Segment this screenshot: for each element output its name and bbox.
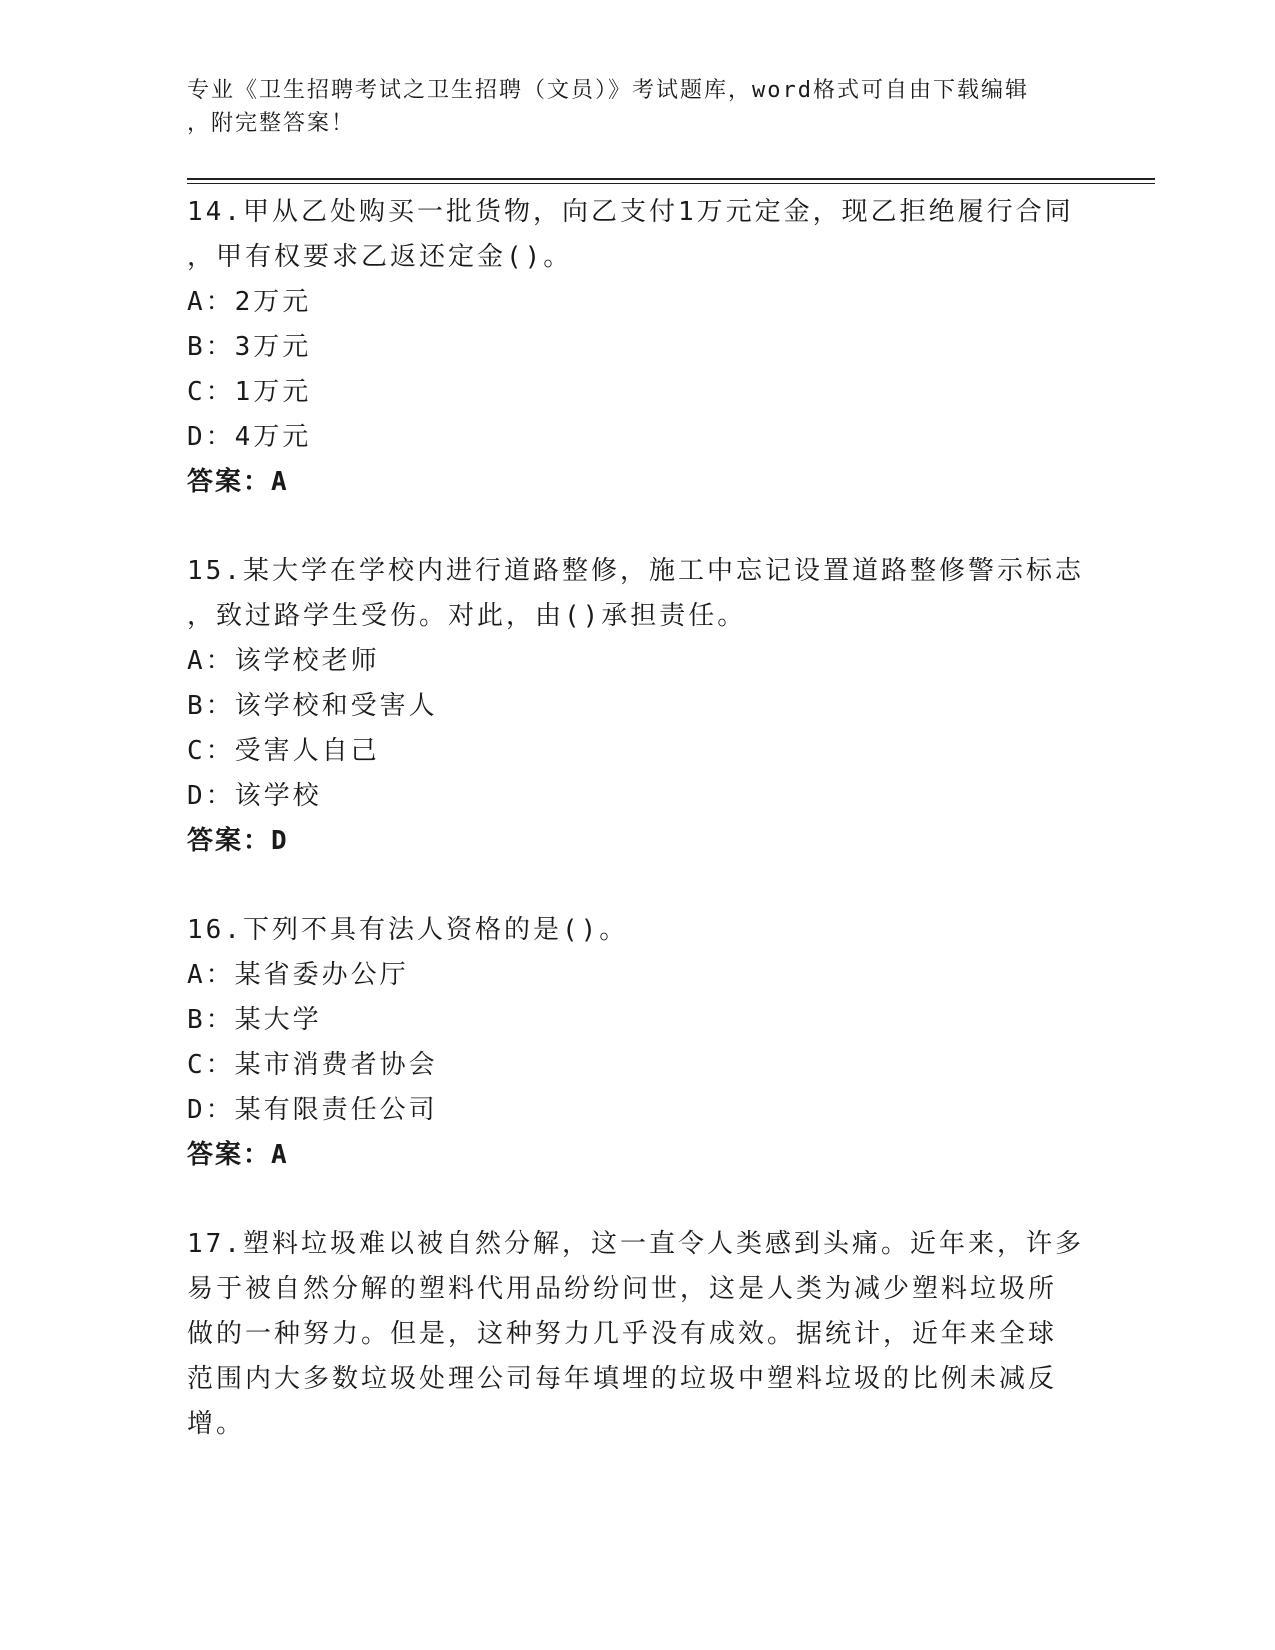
option-d: D：该学校: [187, 781, 322, 811]
document-header: [187, 74, 1067, 140]
question-17: [187, 1222, 1087, 1447]
header-rule-thick: [187, 178, 1155, 180]
question-text-line: 14.甲从乙处购买一批货物，向乙支付1万元定金，现乙拒绝履行合同: [187, 197, 1074, 227]
question-text-line: 16.下列不具有法人资格的是()。: [187, 915, 629, 945]
question-text-line: 做的一种努力。但是，这种努力几乎没有成效。据统计，近年来全球: [187, 1319, 1058, 1349]
header-rule-thin: [187, 183, 1155, 184]
question-text-line: ，甲有权要求乙返还定金()。: [187, 242, 573, 272]
question-text-line: 易于被自然分解的塑料代用品纷纷问世，这是人类为减少塑料垃圾所: [187, 1274, 1058, 1304]
option-b: B：某大学: [187, 1005, 322, 1035]
answer-line: 答案：D: [187, 826, 289, 856]
question-text-line: 15.某大学在学校内进行道路整修，施工中忘记设置道路整修警示标志: [187, 556, 1084, 586]
question-text-line: 增。: [187, 1409, 246, 1439]
option-c: C：受害人自己: [187, 736, 380, 766]
option-a: A：该学校老师: [187, 646, 380, 676]
question-list: [187, 190, 1087, 1491]
option-b: B：3万元: [187, 332, 312, 362]
header-line-1: 专业《卫生招聘考试之卫生招聘（文员）》考试题库，word格式可自由下载编辑: [187, 78, 1029, 103]
question-14: [187, 190, 1087, 505]
header-line-2: ，附完整答案！: [187, 111, 356, 136]
option-a: A：某省委办公厅: [187, 960, 409, 990]
question-text-line: ，致过路学生受伤。对此，由()承担责任。: [187, 601, 747, 631]
option-a: A：2万元: [187, 287, 312, 317]
question-16: [187, 908, 1087, 1178]
option-c: C：1万元: [187, 377, 312, 407]
question-text-line: 范围内大多数垃圾处理公司每年填埋的垃圾中塑料垃圾的比例未减反: [187, 1364, 1058, 1394]
option-d: D：某有限责任公司: [187, 1095, 438, 1125]
option-d: D：4万元: [187, 422, 312, 452]
question-15: [187, 549, 1087, 864]
answer-line: 答案：A: [187, 467, 289, 497]
question-text-line: 17.塑料垃圾难以被自然分解，这一直令人类感到头痛。近年来，许多: [187, 1229, 1084, 1259]
answer-line: 答案：A: [187, 1140, 289, 1170]
option-c: C：某市消费者协会: [187, 1050, 438, 1080]
option-b: B：该学校和受害人: [187, 691, 438, 721]
